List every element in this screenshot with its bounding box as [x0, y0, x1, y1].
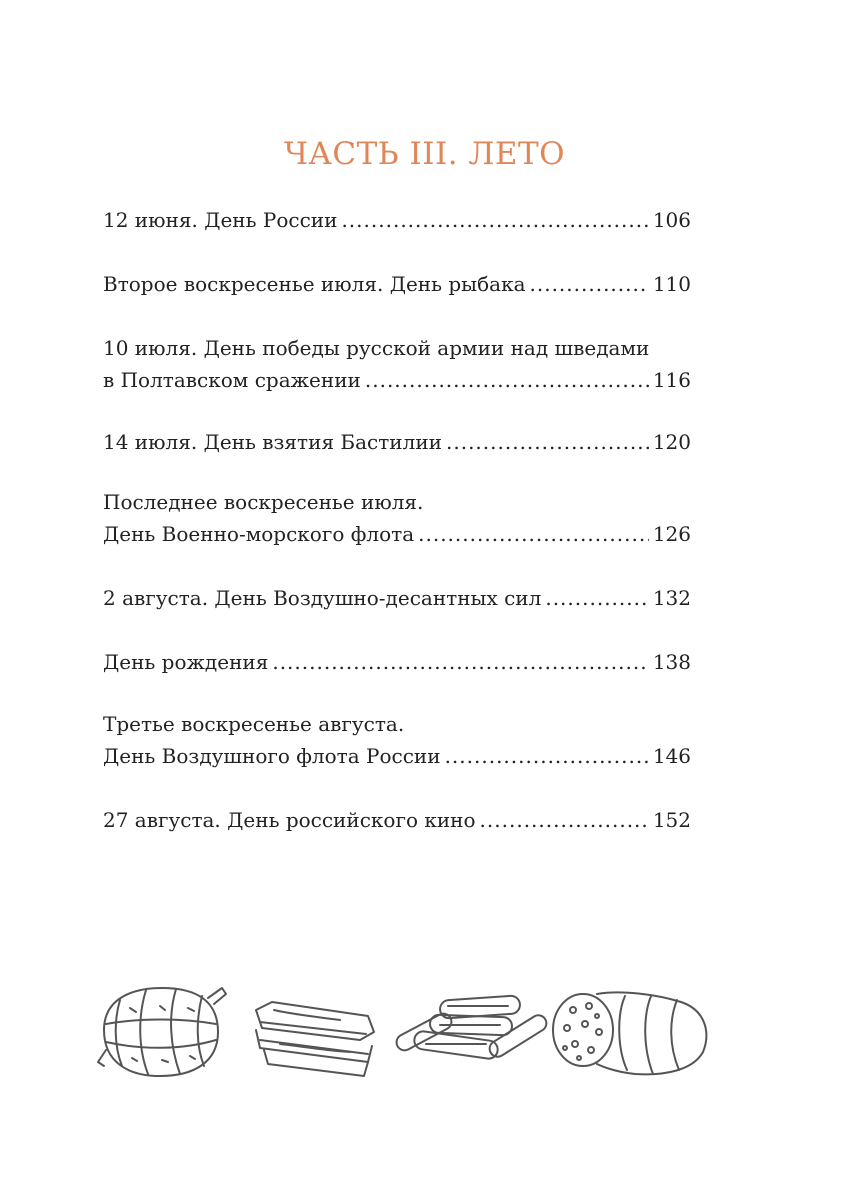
toc-entry-title-line1: Последнее воскресенье июля. [103, 490, 424, 514]
toc-page-number: 110 [652, 272, 691, 296]
toc-entry[interactable] [103, 646, 691, 678]
toc-entry[interactable] [103, 426, 691, 458]
toc-entry-title: в Полтавском сражении [103, 368, 361, 392]
toc-page-number: 116 [652, 368, 691, 392]
toc-page-number: 106 [652, 208, 691, 232]
toc-entry-title: 27 августа. День российского кино [103, 808, 476, 832]
toc-entry-title-line1: 10 июля. День победы русской армии над шведами [103, 336, 650, 360]
toc-page-number: 146 [652, 744, 691, 768]
toc-page-number: 138 [652, 650, 691, 674]
toc-entry[interactable] [103, 708, 691, 772]
toc-entry-title: День Военно-морского флота [103, 522, 415, 546]
toc-entry[interactable] [103, 332, 691, 396]
part-title: ЧАСТЬ III. ЛЕТО [283, 136, 566, 172]
toc-entry[interactable] [103, 268, 691, 300]
toc-leader-dots [445, 740, 649, 772]
toc-page-number: 132 [652, 586, 691, 610]
toc-entry-title: 14 июля. День взятия Бастилии [103, 430, 442, 454]
bacon-icon [256, 1002, 374, 1076]
toc-page-number: 120 [652, 430, 691, 454]
toc-entry-title-line1: Третье воскресенье августа. [103, 712, 405, 736]
toc-leader-dots [545, 582, 648, 614]
toc-leader-dots [272, 646, 648, 678]
ham-icon [98, 988, 226, 1076]
toc-entry-title: 12 июня. День России [103, 208, 338, 232]
toc-leader-dots [480, 804, 649, 836]
toc-leader-dots [365, 364, 649, 396]
toc-entry-title: 2 августа. День Воздушно-десантных сил [103, 586, 542, 610]
toc-leader-dots [446, 426, 649, 458]
salami-icon [553, 992, 706, 1074]
food-illustrations [90, 980, 710, 1090]
toc-entry-title: Второе воскресенье июля. День рыбака [103, 272, 526, 296]
toc-entry-title: День рождения [103, 650, 269, 674]
toc-entry[interactable] [103, 804, 691, 836]
toc-entry[interactable] [103, 204, 691, 236]
toc-entry[interactable] [103, 486, 691, 550]
toc-page-number: 152 [652, 808, 691, 832]
sausages-icon [394, 995, 550, 1060]
toc-leader-dots [530, 268, 649, 300]
toc-leader-dots [341, 204, 648, 236]
toc-entry-title: День Воздушного флота России [103, 744, 441, 768]
toc-leader-dots [418, 518, 649, 550]
toc-page-number: 126 [652, 522, 691, 546]
toc-entry[interactable] [103, 582, 691, 614]
